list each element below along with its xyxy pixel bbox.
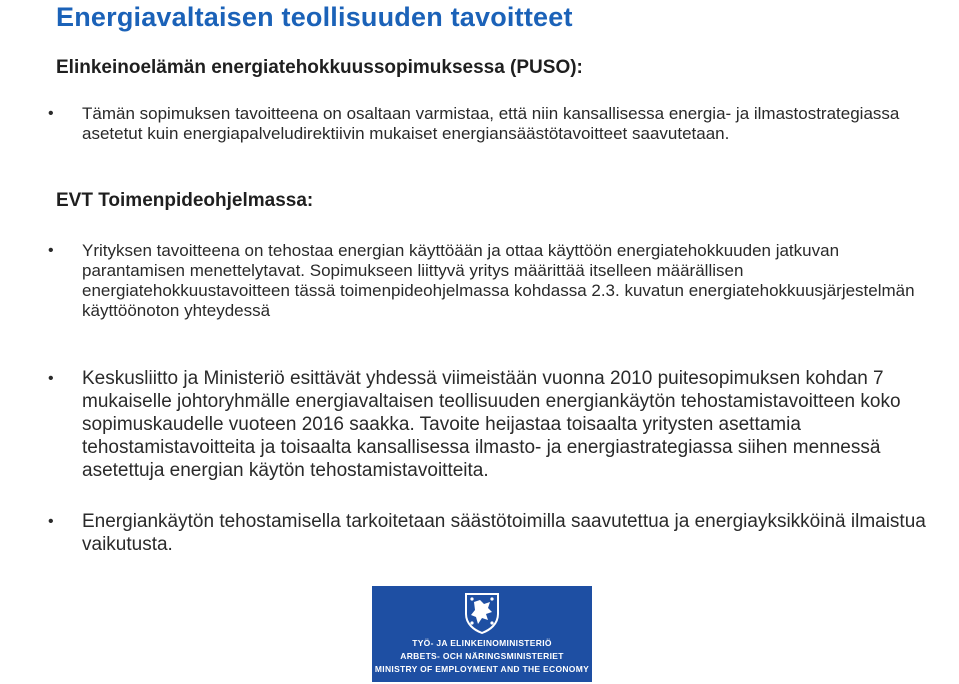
bullet-icon: • bbox=[48, 513, 54, 530]
list-item bbox=[48, 241, 943, 321]
puso-heading: Elinkeinoelämän energiatehokkuussopimuksessa (PUSO): bbox=[56, 57, 583, 78]
logo-line-sv: ARBETS- OCH NÄRINGSMINISTERIET bbox=[400, 651, 564, 661]
bullet-text: Tämän sopimuksen tavoitteena on osaltaan varmistaa, että niin kansallisessa energia- ja ilmastostrategiassa asetetut kuin energiapalveludirektiivin mukaiset energiansäästötavoitteet saavutetaan. bbox=[82, 104, 900, 143]
list-item bbox=[48, 510, 943, 556]
bullet-icon: • bbox=[48, 105, 54, 122]
lion-emblem-icon bbox=[460, 590, 504, 634]
bullet-icon: • bbox=[48, 242, 54, 259]
page-title: Energiavaltaisen teollisuuden tavoitteet bbox=[56, 2, 573, 32]
bullet-icon: • bbox=[48, 370, 54, 387]
ministry-logo bbox=[372, 586, 592, 682]
logo-line-fi: TYÖ- JA ELINKEINOMINISTERIÖ bbox=[412, 638, 552, 648]
bullet-text: Keskusliitto ja Ministeriö esittävät yhdessä viimeistään vuonna 2010 puitesopimuksen kohdan 7 mukaiselle johtoryhmälle energiavaltaisen teollisuuden energiankäytön tehostamistavoitteen koko sopimuskaudelle vuoteen 2016 saakka. Tavoite heijastaa toisaalta yritysten asettamia tehostamistavoitteita ja toisaalta kansallisessa ilmasto- ja energiastrategiassa siihen mennessä asetettuja energian käytön tehostamistavoitteita. bbox=[82, 368, 901, 481]
list-item bbox=[48, 367, 943, 482]
bullet-text: Energiankäytön tehostamisella tarkoitetaan säästötoimilla saavutettua ja energiayksikköinä ilmaistua vaikutusta. bbox=[82, 511, 926, 555]
list-item bbox=[48, 104, 943, 144]
evt-heading: EVT Toimenpideohjelmassa: bbox=[56, 190, 314, 211]
bullet-text: Yrityksen tavoitteena on tehostaa energian käyttöään ja ottaa käyttöön energiatehokkuuden jatkuvan parantamisen menettelytavat. Sopimukseen liittyvä yritys määrittää itselleen määrällisen energiatehokkuustavoitteen tässä toimenpideohjelmassa kohdassa 2.3. kuvatun energiatehokkuusjärjestelmän käyttöönoton yhteydessä bbox=[82, 241, 915, 320]
logo-line-en: MINISTRY OF EMPLOYMENT AND THE ECONOMY bbox=[374, 664, 590, 674]
